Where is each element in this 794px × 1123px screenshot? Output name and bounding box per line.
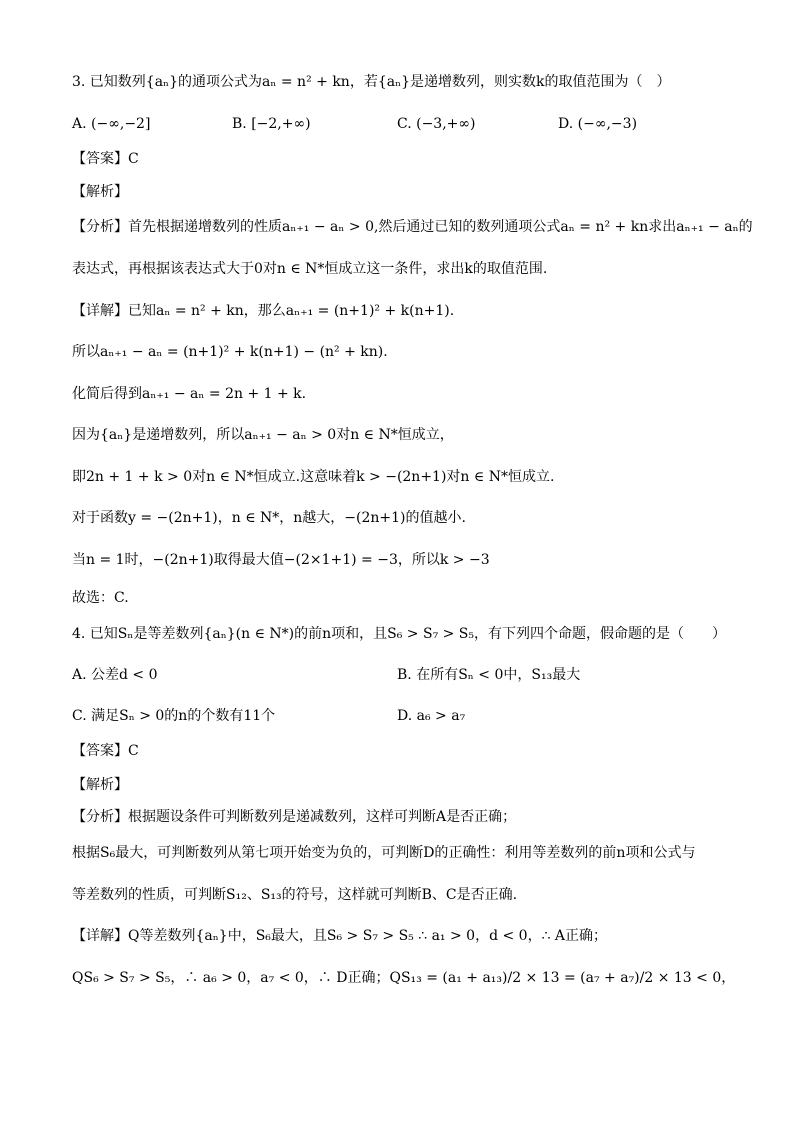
q3-choice: 故选：C. <box>72 590 129 606</box>
q4-analysis-label: 【解析】 <box>72 777 128 793</box>
q3-answer: 【答案】C <box>72 151 139 167</box>
q3-detail-line-6: 对于函数y = −(2n+1)，n ∈ N*，n越大，−(2n+1)的值越小. <box>72 510 466 526</box>
q4-detail-line-1: 【详解】Q等差数列{aₙ}中，S₆最大，且S₆ > S₇ > S₅ ∴ a₁ > 0，d < 0，∴ A正确； <box>72 928 608 944</box>
q3-detail-line-3: 化简后得到aₙ₊₁ − aₙ = 2n + 1 + k. <box>72 386 307 402</box>
q3-detail-line-5: 即2n + 1 + k > 0对n ∈ N*恒成立.这意味着k > −(2n+1)对n ∈ N*恒成立. <box>72 469 555 485</box>
q3-detail-line-7: 当n = 1时，−(2n+1)取得最大值−(2×1+1) = −3，所以k > −3 <box>72 552 490 568</box>
q4-detail-line-2: QS₆ > S₇ > S₅，∴ a₆ > 0，a₇ < 0，∴ D正确；QS₁₃ = (a₁ + a₁₃)/2 × 13 = (a₇ + a₇)/2 × 13 < 0， <box>72 970 736 986</box>
q4-option-c: C. 满足Sₙ > 0的n的个数有11个 <box>72 708 276 724</box>
q4-stem: 4. 已知Sₙ是等差数列{aₙ}(n ∈ N*)的前n项和，且S₆ > S₇ > S₅，有下列四个命题，假命题的是（ ） <box>72 626 727 642</box>
q3-detail-line-4: 因为{aₙ}是递增数列，所以aₙ₊₁ − aₙ > 0对n ∈ N*恒成立， <box>72 427 454 443</box>
q3-stem: 3. 已知数列{aₙ}的通项公式为aₙ = n² + kn，若{aₙ}是递增数列，则实数k的取值范围为（ ） <box>72 74 671 90</box>
q4-analysis-line-3: 等差数列的性质，可判断S₁₂、S₁₃的符号，这样就可判断B、C是否正确. <box>72 887 518 903</box>
q3-analysis-label: 【解析】 <box>72 184 128 200</box>
q3-detail-line-2: 所以aₙ₊₁ − aₙ = (n+1)² + k(n+1) − (n² + kn). <box>72 344 388 360</box>
q3-option-c: C. (−3,+∞) <box>397 116 476 132</box>
q3-detail-line-1: 【详解】已知aₙ = n² + kn，那么aₙ₊₁ = (n+1)² + k(n+1). <box>72 303 455 319</box>
q4-option-b: B. 在所有Sₙ < 0中，S₁₃最大 <box>397 667 581 683</box>
q3-option-a: A. (−∞,−2] <box>72 116 151 132</box>
q4-option-d: D. a₆ > a₇ <box>397 708 466 724</box>
q4-option-a: A. 公差d < 0 <box>72 667 158 683</box>
q4-analysis-line-1: 【分析】根据题设条件可判断数列是递减数列，这样可判断A是否正确； <box>72 809 517 825</box>
q3-option-b: B. [−2,+∞) <box>232 116 311 132</box>
q4-answer: 【答案】C <box>72 743 139 759</box>
q4-analysis-line-2: 根据S₆最大，可判断数列从第七项开始变为负的，可判断D的正确性：利用等差数列的前n项和公式与 <box>72 845 696 861</box>
q3-analysis-line-1: 【分析】首先根据递增数列的性质aₙ₊₁ − aₙ > 0,然后通过已知的数列通项公式aₙ = n² + kn求出aₙ₊₁ − aₙ的 <box>72 219 753 235</box>
q3-analysis-line-2: 表达式，再根据该表达式大于0对n ∈ N*恒成立这一条件，求出k的取值范围. <box>72 261 548 277</box>
q3-option-d: D. (−∞,−3) <box>558 116 638 132</box>
